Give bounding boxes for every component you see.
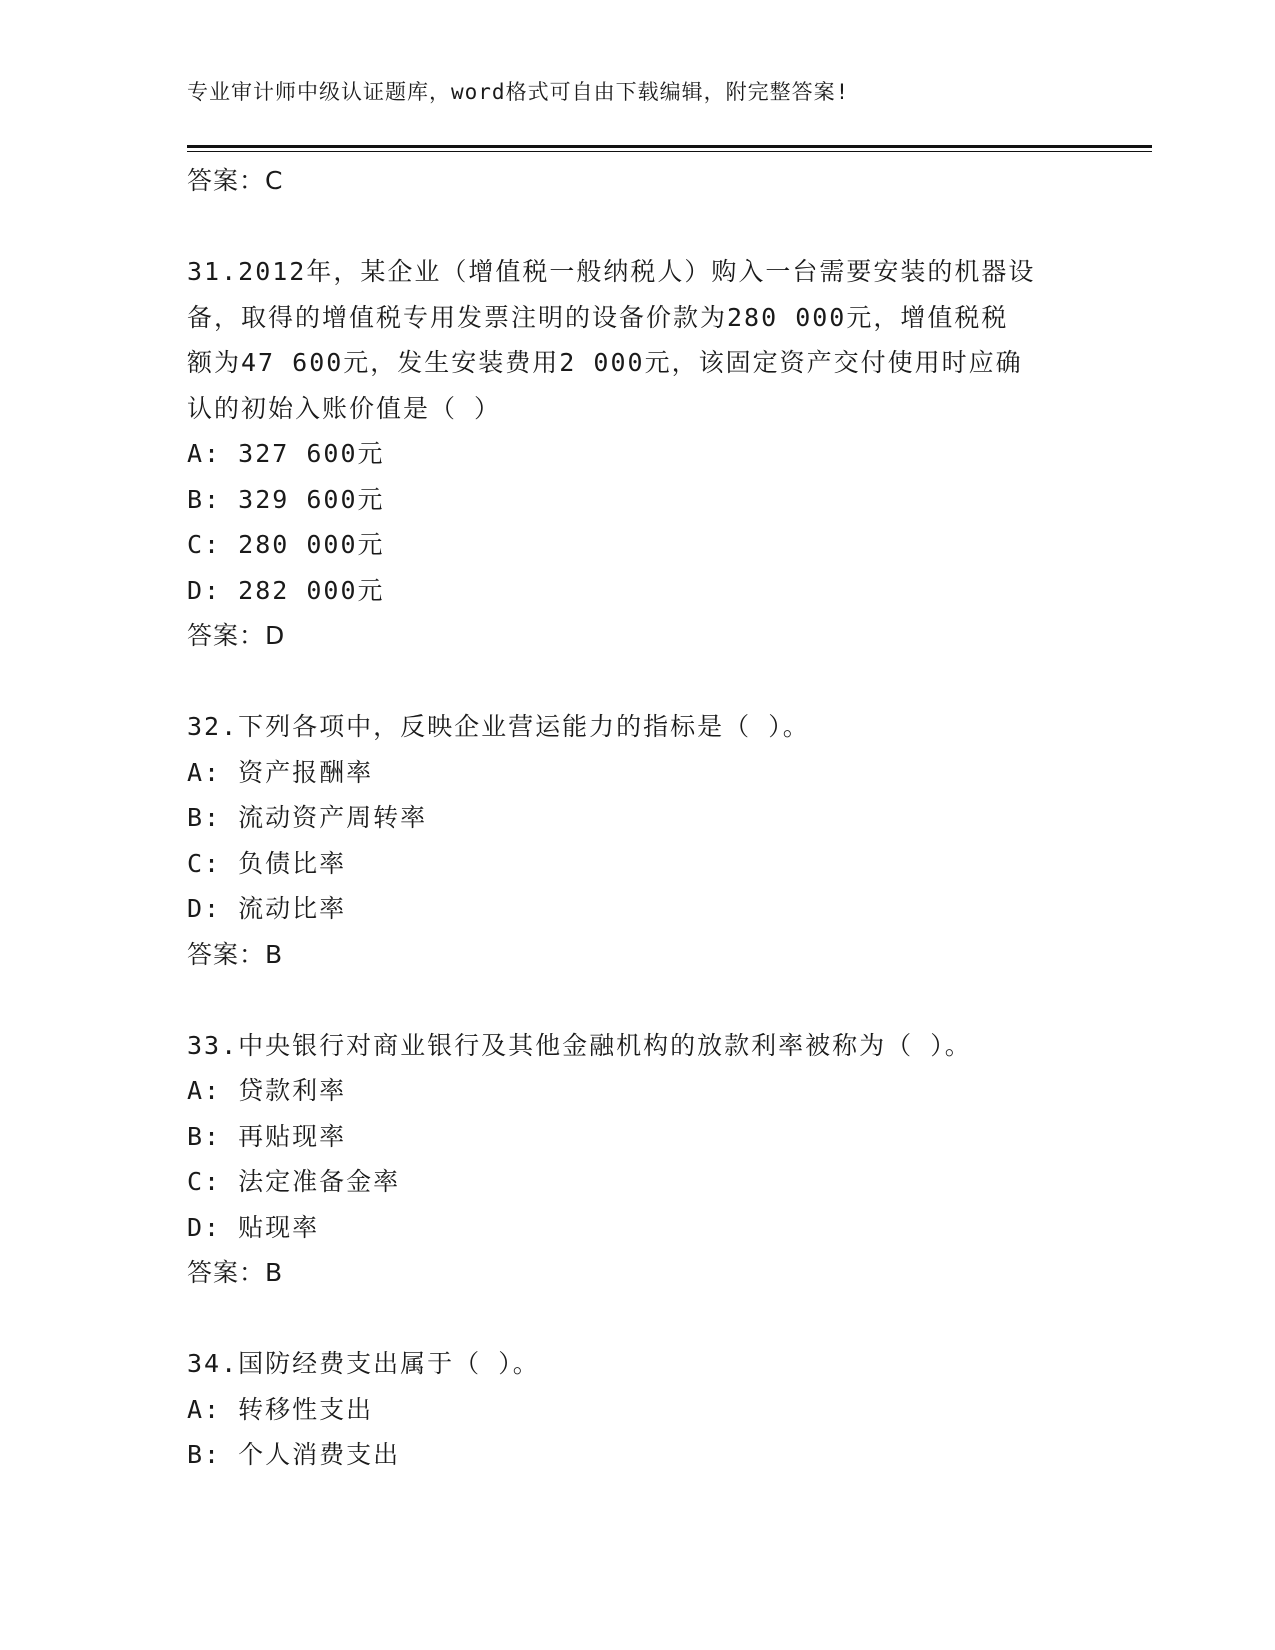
question-34 [187, 1341, 1087, 1478]
question-text-line: 33.中央银行对商业银行及其他金融机构的放款利率被称为（ ）。 [187, 1030, 972, 1060]
question-32 [187, 704, 1087, 977]
question-text-line: 32.下列各项中，反映企业营运能力的指标是（ ）。 [187, 712, 810, 741]
spacer [187, 659, 1087, 705]
option-a: A: 327 600元 [187, 439, 385, 468]
spacer [187, 1296, 1087, 1342]
option-c: C: 280 000元 [187, 530, 385, 559]
spacer [187, 977, 1087, 1023]
answer-line: 答案：B [187, 1258, 284, 1287]
question-31 [187, 249, 1087, 659]
page-header: 专业审计师中级认证题库，word格式可自由下载编辑，附完整答案! [187, 80, 850, 104]
question-text-line: 认的初始入账价值是（ ） [187, 393, 502, 423]
option-a: A: 转移性支出 [187, 1394, 374, 1424]
option-d: D: 流动比率 [187, 894, 347, 923]
option-a: A: 贷款利率 [187, 1076, 347, 1105]
option-b: B: 流动资产周转率 [187, 803, 428, 832]
question-text-line: 31.2012年，某企业（增值税一般纳税人）购入一台需要安装的机器设 [187, 257, 1036, 286]
header-rule-thick [187, 145, 1152, 148]
spacer [187, 204, 1087, 250]
option-b: B: 个人消费支出 [187, 1440, 401, 1469]
option-d: D: 贴现率 [187, 1212, 320, 1242]
question-text-line: 34.国防经费支出属于（ ）。 [187, 1349, 540, 1378]
question-text-line: 备，取得的增值税专用发票注明的设备价款为280 000元，增值税税 [187, 302, 1009, 332]
question-text-line: 额为47 600元，发生安装费用2 000元，该固定资产交付使用时应确 [187, 348, 1023, 377]
question-33 [187, 1023, 1087, 1296]
previous-answer: 答案：C [187, 166, 284, 195]
header-rule-thin [187, 151, 1152, 152]
option-b: B: 329 600元 [187, 484, 385, 514]
answer-line: 答案：B [187, 939, 284, 969]
option-b: B: 再贴现率 [187, 1121, 347, 1151]
option-c: C: 负债比率 [187, 848, 347, 878]
option-a: A: 资产报酬率 [187, 757, 374, 787]
option-d: D: 282 000元 [187, 575, 385, 605]
option-c: C: 法定准备金率 [187, 1167, 401, 1196]
question-list [187, 158, 1087, 1478]
answer-line: 答案：D [187, 621, 286, 650]
